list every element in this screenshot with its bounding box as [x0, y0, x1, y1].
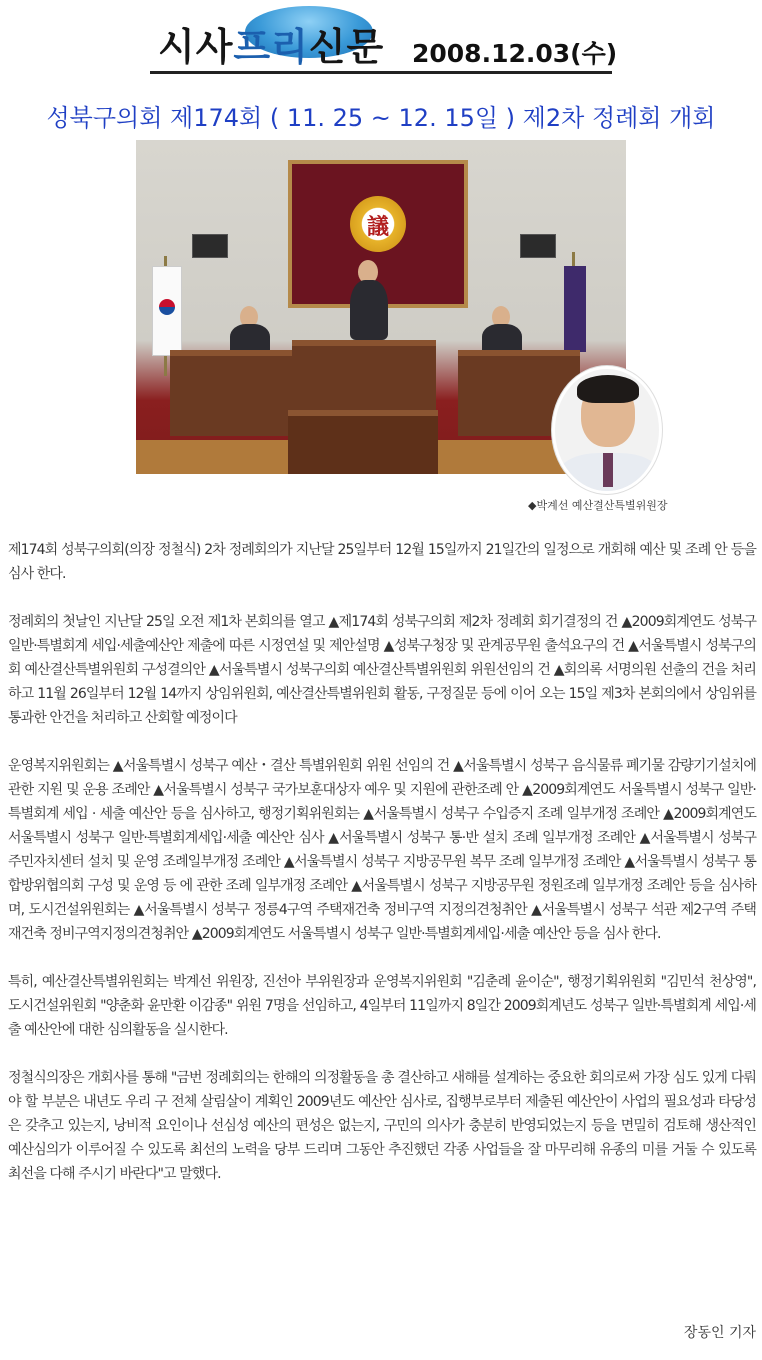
- masthead-divider: [150, 71, 612, 74]
- paragraph-4: 특히, 예산결산특별위원회는 박계선 위원장, 진선아 부위원장과 운영복지위원회 "김춘례 윤이순", 행정기획위원회 "김민석 천상영", 도시건설위원회 "양춘화 윤만환 이감종" 위원 7명을 선임하고, 4일부터 11일까지 8일간 2009회계년도 성북구 일반·특별회계 세입·세출 예산안에 대한 심의활동을 실시한다.: [8, 974, 756, 1038]
- emblem-char: 議: [366, 215, 389, 240]
- paragraph-5: 정철식의장은 개회사를 통해 "금번 정례회의는 한해의 의정활동을 총 결산하고 새해를 설계하는 중요한 회의로써 가장 심도 있게 다뤄야 할 부분은 내년도 우리 구 전체 살림살이 계획인 2009년도 예산안 심사로, 집행부로부터 제출된 예산안이 사업의 필요성과 타당성은 갖추고 있는지, 낭비적 요인이나 선심성 예산의 편성은 없는지, 구민의 의사가 충분히 반영되었는지 등을 면밀히 검토해 생산적인 예산심의가 이루어질 수 있도록 최선의 노력을 당부 드리며 그동안 추진했던 각종 사업들을 잘 마무리해 유종의 미를 거둘 수 있도록 최선을 다해 주시기 바란다"고 말했다.: [8, 1070, 756, 1182]
- korean-flag: [152, 266, 182, 356]
- desk-left: [170, 350, 294, 436]
- logo-text-3: 신문: [308, 25, 385, 69]
- photo-display-right: [520, 234, 556, 258]
- issue-date: 2008.12.03(수): [412, 39, 618, 68]
- portrait-tie: [603, 453, 613, 487]
- portrait-hair: [577, 375, 639, 403]
- logo-text-2: 프리: [233, 25, 309, 69]
- article-headline: 성북구의회 제174회 ( 11. 25 ~ 12. 15일 ) 제2차 정례회 개회: [46, 104, 716, 132]
- paragraph-3: 운영복지위원회는 ▲서울특별시 성북구 예산・결산 특별위원회 위원 선임의 건 ▲서울특별시 성북구 음식물류 폐기물 감량기기설치에 관한 지원 및 운용 조례안 ▲서울특별시 성북구 국가보훈대상자 예우 및 지원에 관한조례 안 ▲2009회계연도 서울특별시 성북구 일반·특별회계 세입 · 세출 예산안 등을 심사하고, 행정기획위원회는 ▲서울특별시 성북구 수입증지 조례 일부개정 조례안 ▲2009회계연도 서울특별시 성북구 일반·특별회계세입·세출 예산안 심사 ▲서울특별시 성북구 통·반 설치 조례 일부개정 조례안 ▲서울특별시 성북구 주민자치센터 설치 및 운영 조례일부개정 조례안 ▲서울특별시 성북구 지방공무원 복무 조례 일부개정 조례안 ▲서울특별시 성북구 통합방위협의회 구성 및 운영 등 에 관한 조례 일부개정 조례안 ▲서울특별시 성북구 지방공무원 정원조례 일부개정 조례안 등을 심사하며, 도시건설위원회는 ▲서울특별시 성북구 정릉4구역 주택재건축 정비구역 지정의견청취안 ▲서울특별시 성북구 석관 제2구역 주택재건축 정비구역지정의견청취안 ▲2009회계연도 서울특별시 성북구 일반·특별회계세입·세출 예산안 등을 심사 한다.: [8, 758, 756, 942]
- council-flag: [564, 266, 586, 352]
- council-emblem: [350, 196, 406, 252]
- paragraph-1: 제174회 성북구의회(의장 정철식) 2차 정례회의가 지난달 25일부터 12월 15일까지 21일간의 일정으로 개회해 예산 및 조례 안 등을 심사 한다.: [8, 542, 756, 582]
- masthead: [150, 0, 620, 80]
- logo-text-1: 시사: [158, 25, 234, 69]
- article-byline: 장동인 기자: [683, 1325, 756, 1341]
- desk-center: [292, 340, 436, 410]
- photo-display-left: [192, 234, 228, 258]
- paragraph-2: 정례회의 첫날인 지난달 25일 오전 제1차 본회의를 열고 ▲제174회 성북구의회 제2차 정례회 회기결정의 건 ▲2009회계연도 성북구 일반·특별회계 세입·세출예산안 제출에 따른 시정연설 및 제안설명 ▲성북구청장 및 관계공무원 출석요구의 건 ▲서울특별시 성북구의회 예산결산특별위원회 구성결의안 ▲서울특별시 성북구의회 예산결산특별위원회 위원선임의 건 ▲회의록 서명의원 선출의 건을 처리하고 11월 26일부터 12월 14까지 상임위원회, 예산결산특별위원회 활동, 구정질문 등에 이어 오는 15일 제3차 본회의에서 상임위를 통과한 안건을 처리하고 산회할 예정이다: [8, 614, 756, 726]
- article-body: [8, 538, 756, 1210]
- speaker-figure: [350, 280, 388, 340]
- photo-podium: [288, 410, 438, 474]
- inset-portrait: [552, 366, 662, 494]
- newspaper-logo[interactable]: [158, 16, 384, 71]
- photo-caption: ◆박계선 예산결산특별위원장: [528, 499, 668, 512]
